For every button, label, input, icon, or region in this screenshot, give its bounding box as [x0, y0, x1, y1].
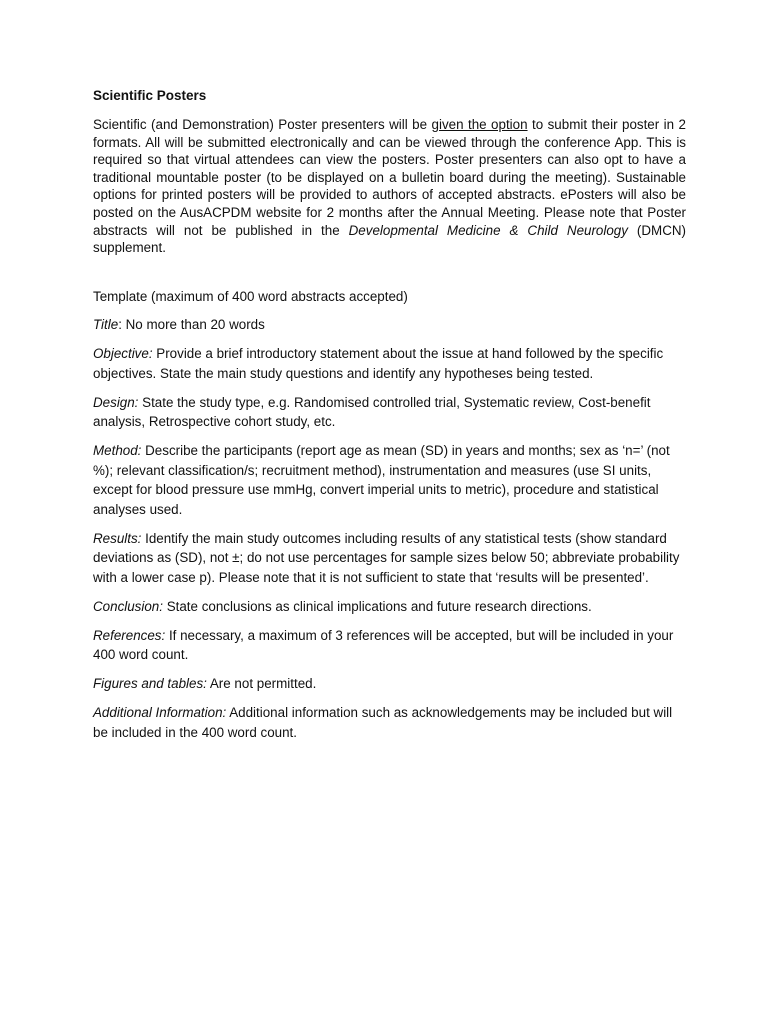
document-page [93, 86, 686, 752]
section-term: Objective: [93, 346, 153, 362]
section-method [93, 441, 686, 519]
section-figures-tables [93, 674, 686, 694]
section-objective [93, 344, 686, 383]
intro-text-3: (DMCN) supplement. [93, 222, 686, 256]
section-design [93, 393, 686, 432]
section-additional-information [93, 703, 686, 742]
intro-paragraph [93, 116, 686, 257]
section-term: Design: [93, 394, 139, 410]
section-text: Provide a brief introductory statement about the issue at hand followed by the specific objectives. State the main study questions and identify any hypotheses being tested. [93, 346, 664, 381]
section-text: State conclusions as clinical implications and future research directions. [166, 598, 592, 614]
section-term: References: [93, 627, 166, 643]
template-label: Template (maximum of 400 word abstracts accepted) [93, 288, 408, 304]
intro-text-1: Scientific (and Demonstration) Poster presenters will be [93, 117, 432, 132]
section-term: Figures and tables: [93, 676, 207, 692]
page-title: Scientific Posters [93, 88, 207, 103]
intro-underlined-text: given the option [431, 117, 528, 132]
section-text: State the study type, e.g. Randomised controlled trial, Systematic review, Cost-benefit analysis, Retrospective cohort study, etc. [93, 394, 651, 430]
section-text: If necessary, a maximum of 3 references will be accepted, but will be included in your 400 word count. [93, 627, 674, 663]
section-text: Additional information such as acknowledgements may be included but will be included in the 400 word count. [93, 705, 673, 740]
section-conclusion [93, 597, 686, 617]
section-text: Are not permitted. [209, 676, 317, 692]
journal-name: Developmental Medicine & Child Neurology [348, 222, 628, 238]
section-text: No more than 20 words [125, 317, 265, 333]
section-results [93, 529, 686, 588]
section-term: Conclusion: [93, 598, 163, 614]
section-title: Title: No more than 20 words [93, 317, 265, 333]
section-term: Method: [93, 443, 142, 459]
section-text: Describe the participants (report age as mean (SD) in years and months; sex as ‘n=’ (not %); relevant classification/s; recruitment method), instrumentation and measures (use SI units, except for blood pressure use mmHg, convert imperial units to metric), procedure and statistical analyses used. [93, 443, 670, 517]
section-term: Additional Information: [93, 705, 227, 721]
section-text: Identify the main study outcomes including results of any statistical tests (show standard deviations as (SD), not ±; do not use percentages for sample sizes below 50; abbreviate probability with a lower case p). Please note that it is not sufficient to state that ‘results will be presented’. [93, 530, 680, 585]
section-term: Results: [93, 530, 142, 546]
section-references [93, 626, 686, 665]
section-term: Title [93, 317, 119, 333]
intro-text-2: to submit their poster in 2 formats. All will be submitted electronically and can be viewed through the conference App. This is required so that virtual attendees can view the posters. Poster presenters can also opt to have a traditional mountable poster (to be displayed on a bulletin board during the meeting). Sustainable options for printed posters will be provided to authors of accepted abstracts. ePosters will also be posted on the AusACPDM website for 2 months after the Annual Meeting. Please note that Poster abstracts will not be published in the [93, 117, 686, 238]
